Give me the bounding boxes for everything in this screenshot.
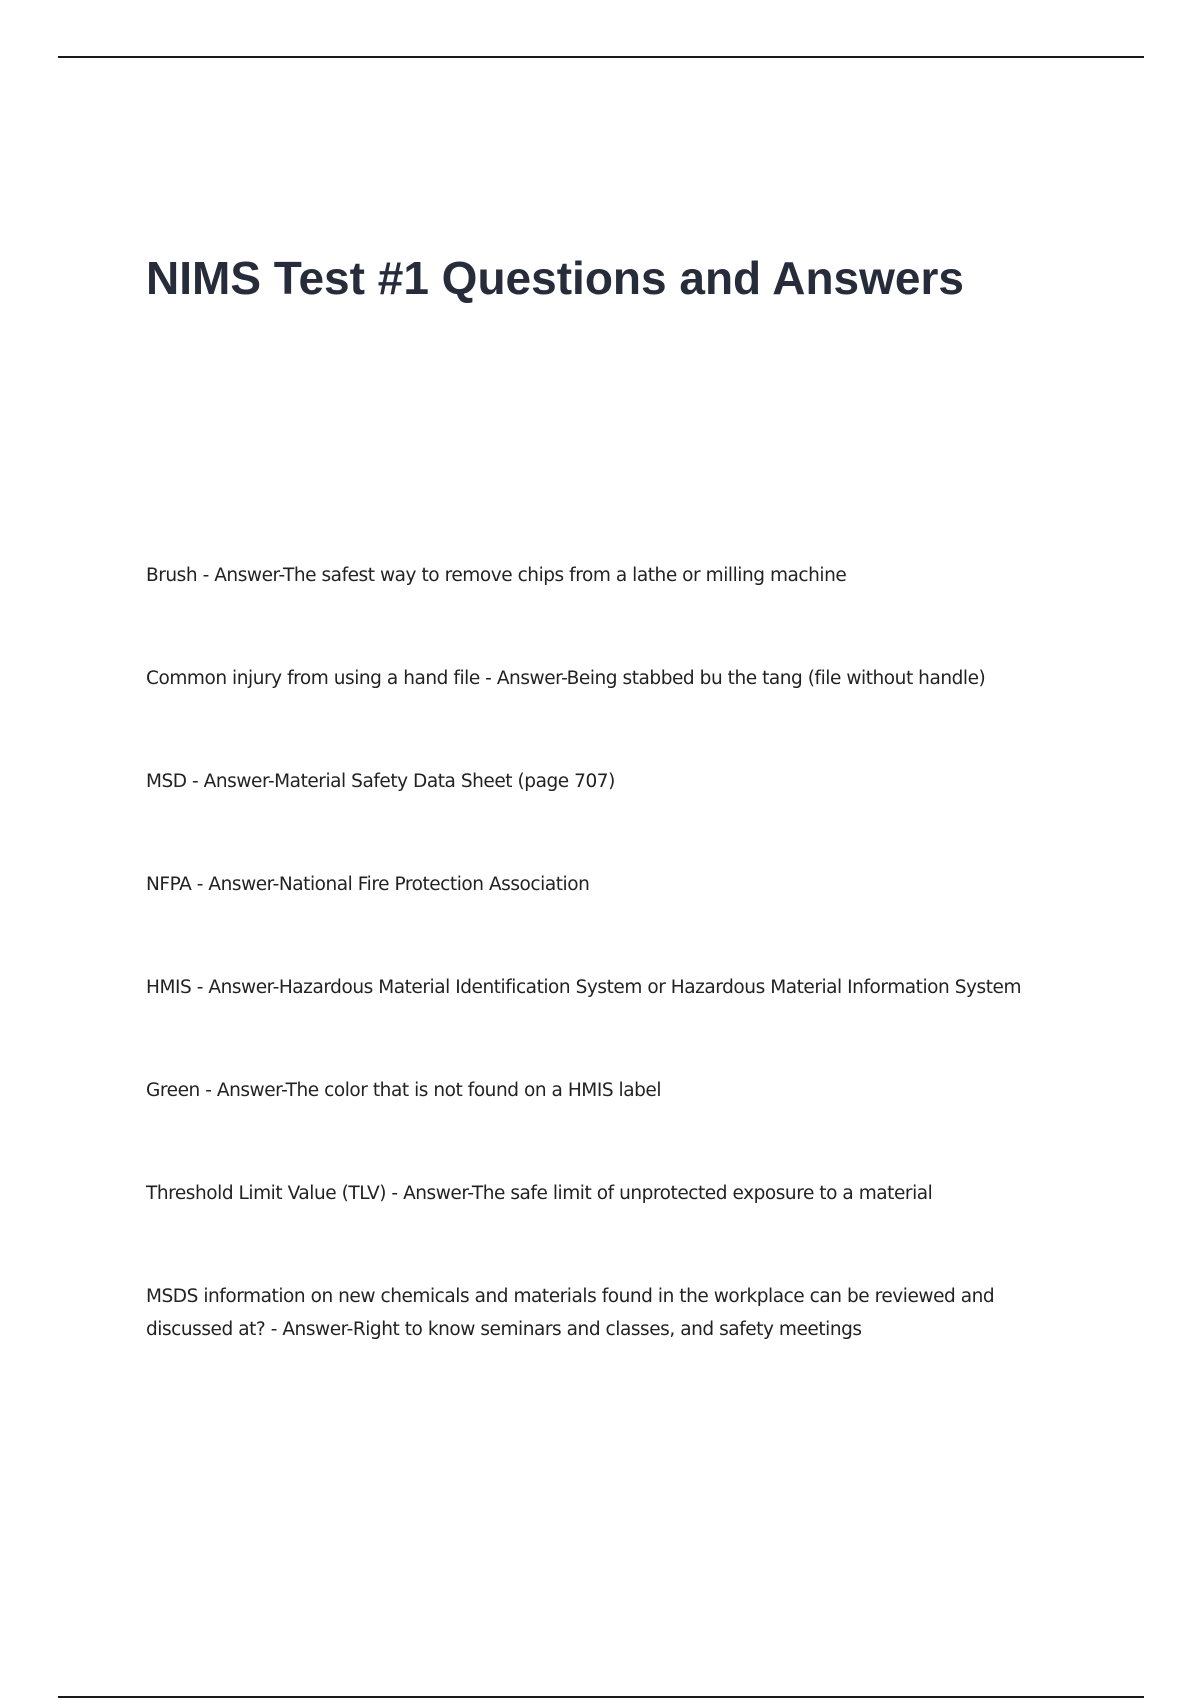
qa-item: NFPA - Answer-National Fire Protection Association [146,874,590,895]
qa-item: Common injury from using a hand file - Answer-Being stabbed bu the tang (file without handle) [146,668,986,689]
qa-item: Green - Answer-The color that is not found on a HMIS label [146,1080,662,1101]
bottom-rule [58,1696,1144,1698]
qa-item: MSDS information on new chemicals and materials found in the workplace can be reviewed and discussed at? - Answer-Right to know seminars and classes, and safety meetings [146,1286,995,1340]
page-title: NIMS Test #1 Questions and Answers [146,252,964,304]
top-rule [58,56,1144,58]
qa-item: Threshold Limit Value (TLV) - Answer-The safe limit of unprotected exposure to a material [146,1183,933,1204]
qa-item: Brush - Answer-The safest way to remove chips from a lathe or milling machine [146,565,847,586]
qa-item: MSD - Answer-Material Safety Data Sheet (page 707) [146,771,615,792]
qa-list [146,559,1066,1346]
qa-item: HMIS - Answer-Hazardous Material Identification System or Hazardous Material Information System [146,977,1022,998]
